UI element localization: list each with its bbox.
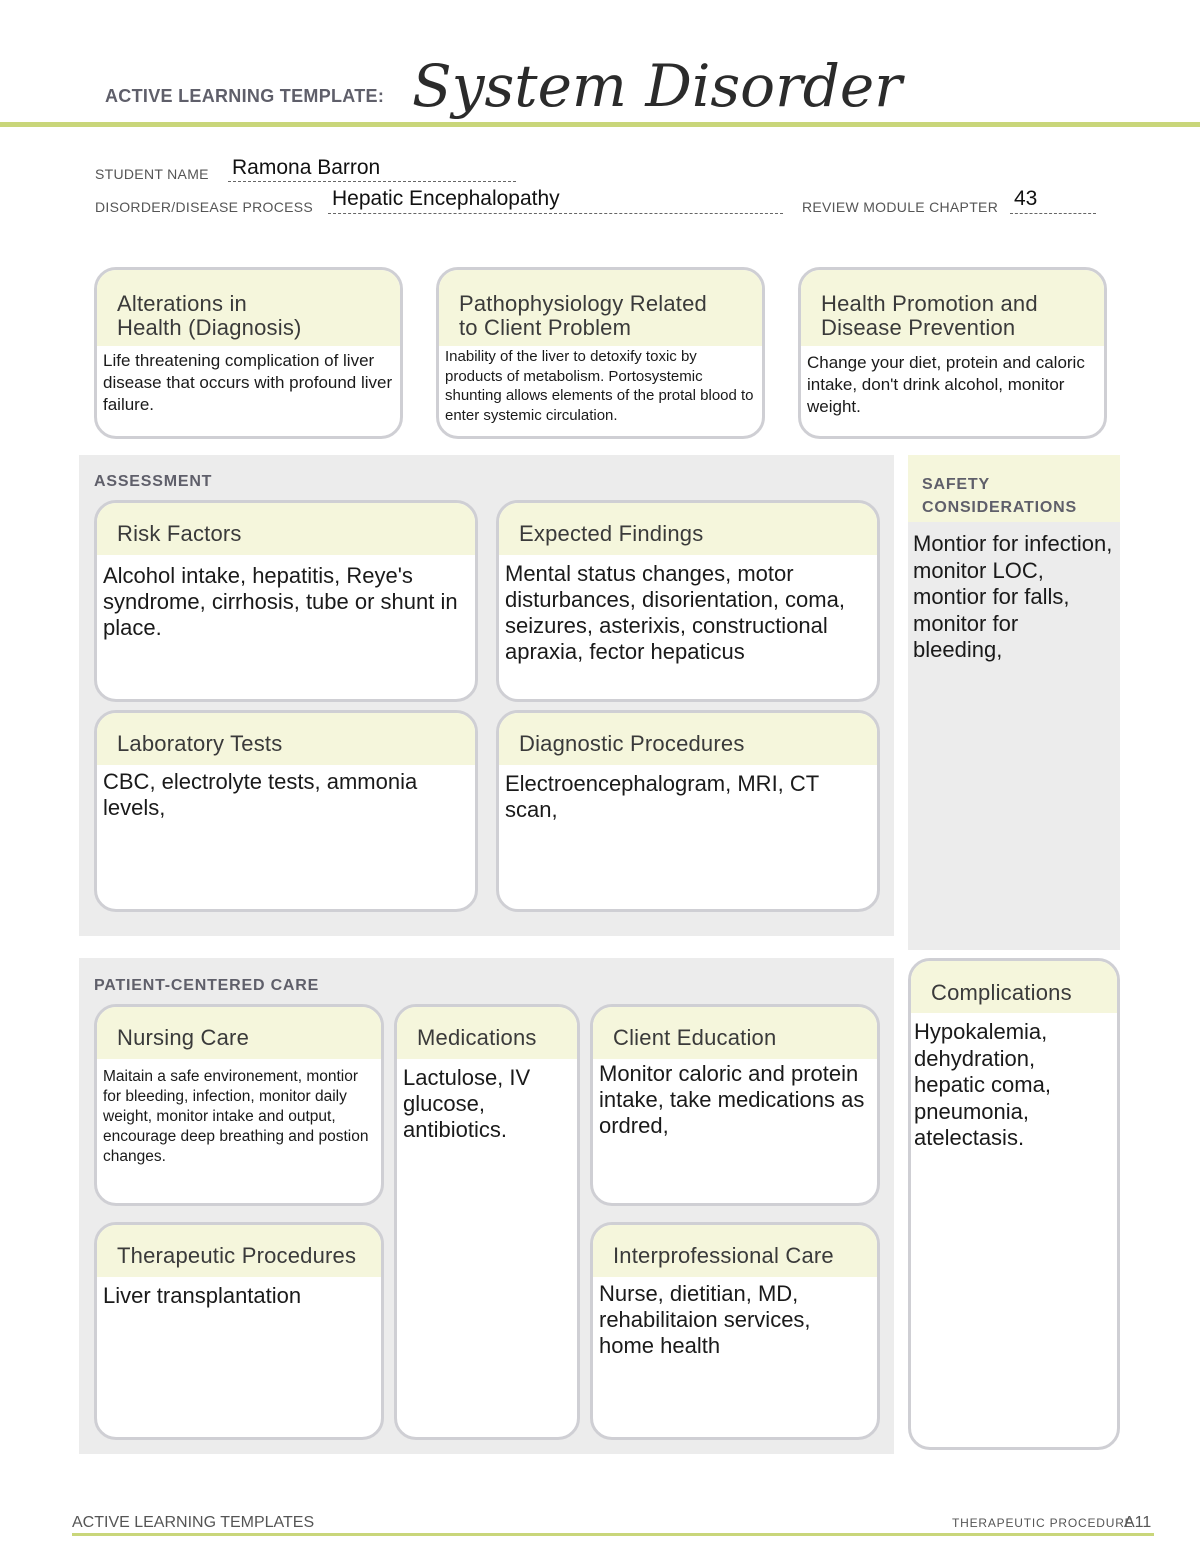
medications-box: [394, 1004, 580, 1440]
interprofessional-care-header: Interprofessional Care: [593, 1225, 877, 1277]
expected-findings-header: Expected Findings: [499, 503, 877, 555]
diagnostic-procedures-box: [496, 710, 880, 912]
expected-findings-box: [496, 500, 880, 702]
safety-title-1: SAFETY: [922, 476, 990, 493]
risk-factors-box: [94, 500, 478, 702]
chapter-label: REVIEW MODULE CHAPTER: [802, 199, 999, 215]
chapter-field[interactable]: 43: [1014, 187, 1038, 210]
patient-care-title: PATIENT-CENTERED CARE: [94, 977, 320, 994]
health-promotion-title-1: Health Promotion and: [821, 291, 1038, 316]
medications-header: Medications: [397, 1007, 577, 1059]
footer-left-label: ACTIVE LEARNING TEMPLATES: [72, 1514, 315, 1531]
pathophysiology-header: [439, 270, 762, 346]
page-title: System Disorder: [412, 52, 902, 120]
alterations-text[interactable]: Life threatening complication of liver disease that occurs with profound liver failure.: [103, 351, 393, 414]
nursing-care-box: [94, 1004, 384, 1206]
pathophysiology-text[interactable]: Inability of the liver to detoxify toxic by products of metabolism. Portosystemic shunting allows elements of the protal blood to enter systemic circulation.: [445, 348, 754, 424]
footer-page-number: A11: [1124, 1514, 1152, 1531]
disorder-underline: [328, 213, 783, 214]
alterations-title-1: Alterations in: [117, 291, 247, 316]
nursing-care-text[interactable]: Maitain a safe environement, montior for bleeding, infection, monitor daily weight, monitor intake and output, encourage deep breathing and postion changes.: [103, 1068, 369, 1165]
interprofessional-care-box: [590, 1222, 880, 1440]
risk-factors-header: Risk Factors: [97, 503, 475, 555]
student-name-underline: [228, 181, 516, 182]
safety-panel: [908, 455, 1120, 950]
template-label: ACTIVE LEARNING TEMPLATE:: [105, 86, 385, 106]
alterations-box: [94, 267, 403, 439]
risk-factors-text[interactable]: Alcohol intake, hepatitis, Reye's syndrome, cirrhosis, tube or shunt in place.: [103, 563, 458, 640]
interprofessional-care-text[interactable]: Nurse, dietitian, MD, rehabilitaion services, home health: [599, 1281, 811, 1358]
safety-text[interactable]: Montior for infection, monitor LOC, montior for falls, monitor for bleeding,: [913, 531, 1113, 662]
safety-title-2: CONSIDERATIONS: [922, 499, 1077, 516]
health-promotion-box: [798, 267, 1107, 439]
health-promotion-text[interactable]: Change your diet, protein and caloric intake, don't drink alcohol, monitor weight.: [807, 353, 1085, 416]
client-education-text[interactable]: Monitor caloric and protein intake, take medications as ordred,: [599, 1061, 865, 1138]
alterations-header: [97, 270, 400, 346]
footer-right-label: THERAPEUTIC PROCEDURE: [952, 1516, 1134, 1530]
complications-header: Complications: [911, 961, 1117, 1013]
pathophysiology-title-2: to Client Problem: [459, 315, 632, 340]
therapeutic-procedures-box: [94, 1222, 384, 1440]
client-education-box: [590, 1004, 880, 1206]
expected-findings-text[interactable]: Mental status changes, motor disturbances, disorientation, coma, seizures, asterixis, constructional apraxia, fector hepaticus: [505, 561, 845, 664]
alterations-title-2: Health (Diagnosis): [117, 315, 302, 340]
laboratory-tests-text[interactable]: CBC, electrolyte tests, ammonia levels,: [103, 769, 418, 820]
safety-title: [922, 473, 1077, 519]
diagnostic-procedures-text[interactable]: Electroencephalogram, MRI, CT scan,: [505, 771, 819, 822]
diagnostic-procedures-header: Diagnostic Procedures: [499, 713, 877, 765]
health-promotion-title-2: Disease Prevention: [821, 315, 1016, 340]
header-rule: [0, 122, 1200, 127]
assessment-title: ASSESSMENT: [94, 473, 213, 490]
disorder-label: DISORDER/DISEASE PROCESS: [95, 199, 314, 215]
therapeutic-procedures-text[interactable]: Liver transplantation: [103, 1283, 302, 1308]
therapeutic-procedures-header: Therapeutic Procedures: [97, 1225, 381, 1277]
complications-text[interactable]: Hypokalemia, dehydration, hepatic coma, pneumonia, atelectasis.: [914, 1019, 1051, 1150]
health-promotion-header: [801, 270, 1104, 346]
chapter-underline: [1010, 213, 1096, 214]
nursing-care-header: Nursing Care: [97, 1007, 381, 1059]
pathophysiology-box: [436, 267, 765, 439]
complications-box: [908, 958, 1120, 1450]
student-name-field[interactable]: Ramona Barron: [232, 156, 381, 179]
medications-text[interactable]: Lactulose, IV glucose, antibiotics.: [403, 1065, 531, 1142]
laboratory-tests-header: Laboratory Tests: [97, 713, 475, 765]
laboratory-tests-box: [94, 710, 478, 912]
pathophysiology-title-1: Pathophysiology Related: [459, 291, 707, 316]
disorder-field[interactable]: Hepatic Encephalopathy: [332, 187, 560, 210]
footer-rule: [72, 1533, 1154, 1536]
student-name-label: STUDENT NAME: [95, 166, 209, 182]
client-education-header: Client Education: [593, 1007, 877, 1059]
